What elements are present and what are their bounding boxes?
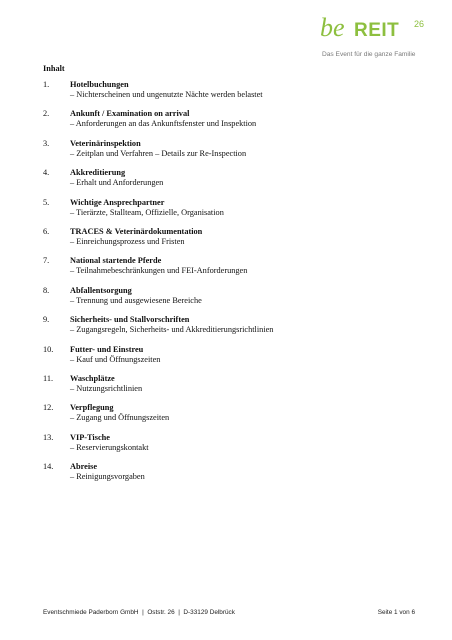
toc-item-title: Wichtige Ansprechpartner — [70, 197, 165, 207]
toc-item — [43, 80, 433, 109]
footer-page-number: Seite 1 von 6 — [377, 609, 415, 616]
toc-item-description: – Tierärzte, Stallteam, Offizielle, Organisation — [70, 207, 224, 217]
toc-item — [43, 286, 433, 315]
toc-item-title: Abfallentsorgung — [70, 285, 132, 295]
toc-item-title: National startende Pferde — [70, 256, 162, 266]
toc-item-description: – Zugangsregeln, Sicherheits- und Akkreditierungsrichtlinien — [70, 325, 274, 335]
toc-item-number: 13. — [43, 432, 54, 442]
toc-item-title: Hotelbuchungen — [70, 80, 129, 89]
toc-item-title: Veterinärinspektion — [70, 138, 141, 148]
toc-item-number: 1. — [43, 80, 50, 89]
toc-item-number: 2. — [43, 109, 50, 119]
toc-item — [43, 403, 433, 432]
toc-item — [43, 345, 433, 374]
logo-reit: REIT — [354, 20, 400, 41]
toc-item-description: – Teilnahmebeschränkungen und FEI-Anforderungen — [70, 266, 248, 276]
toc-item-description: – Anforderungen an das Ankunftsfenster und Inspektion — [70, 119, 257, 129]
toc-item — [43, 462, 433, 491]
toc-item — [43, 433, 433, 462]
toc-item-title: Futter- und Einstreu — [70, 344, 144, 354]
toc-item-title: Akkreditierung — [70, 168, 126, 178]
bereit-logo-mark — [318, 10, 442, 44]
logo-edition: 26 — [414, 19, 425, 29]
toc-item-description: – Reinigungsvorgaben — [70, 472, 145, 482]
toc-item — [43, 374, 433, 403]
toc-item — [43, 315, 433, 344]
footer-address: Eventschmiede Paderborn GmbH | Oststr. 26 | D-33129 Delbrück — [43, 609, 235, 616]
toc-item-number: 14. — [43, 462, 54, 472]
toc-item-number: 6. — [43, 226, 50, 236]
table-of-contents — [43, 80, 433, 491]
toc-item-title: VIP-Tische — [70, 432, 110, 442]
toc-item — [43, 168, 433, 197]
toc-item-description: – Reservierungskontakt — [70, 442, 149, 452]
toc-item — [43, 198, 433, 227]
toc-item — [43, 139, 433, 168]
toc-item-number: 12. — [43, 403, 54, 413]
toc-item-title: Ankunft / Examination on arrival — [70, 109, 190, 119]
brand-logo — [318, 10, 442, 56]
toc-item-number: 3. — [43, 138, 50, 148]
toc-item-number: 9. — [43, 315, 50, 325]
toc-item-title: Sicherheits- und Stallvorschriften — [70, 315, 190, 325]
toc-item-number: 11. — [43, 373, 54, 383]
toc-item-title: TRACES & Veterinärdokumentation — [70, 226, 203, 236]
toc-item-description: – Zeitplan und Verfahren – Details zur Re-Inspection — [70, 148, 247, 158]
toc-item-number: 4. — [43, 168, 50, 178]
toc-item-number: 10. — [43, 344, 54, 354]
toc-item-description: – Kauf und Öffnungszeiten — [70, 354, 161, 364]
toc-item-title: Verpflegung — [70, 403, 114, 413]
toc-item-description: – Nichterscheinen und ungenutzte Nächte werden belastet — [70, 90, 263, 99]
toc-item — [43, 109, 433, 138]
toc-item — [43, 227, 433, 256]
toc-heading: Inhalt — [43, 64, 65, 73]
toc-item-description: – Einreichungsprozess und Fristen — [70, 236, 185, 246]
toc-item-description: – Erhalt und Anforderungen — [70, 178, 164, 188]
toc-item-description: – Nutzungsrichtlinien — [70, 383, 143, 393]
toc-item-number: 8. — [43, 285, 50, 295]
toc-item-number: 5. — [43, 197, 50, 207]
toc-item-description: – Zugang und Öffnungszeiten — [70, 413, 170, 423]
toc-item — [43, 256, 433, 285]
toc-item-number: 7. — [43, 256, 50, 266]
toc-item-title: Abreise — [70, 462, 98, 472]
logo-tagline: Das Event für die ganze Familie — [322, 51, 416, 58]
toc-item-title: Waschplätze — [70, 373, 115, 383]
toc-item-description: – Trennung und ausgewiesene Bereiche — [70, 295, 202, 305]
logo-be: be — [320, 13, 345, 42]
